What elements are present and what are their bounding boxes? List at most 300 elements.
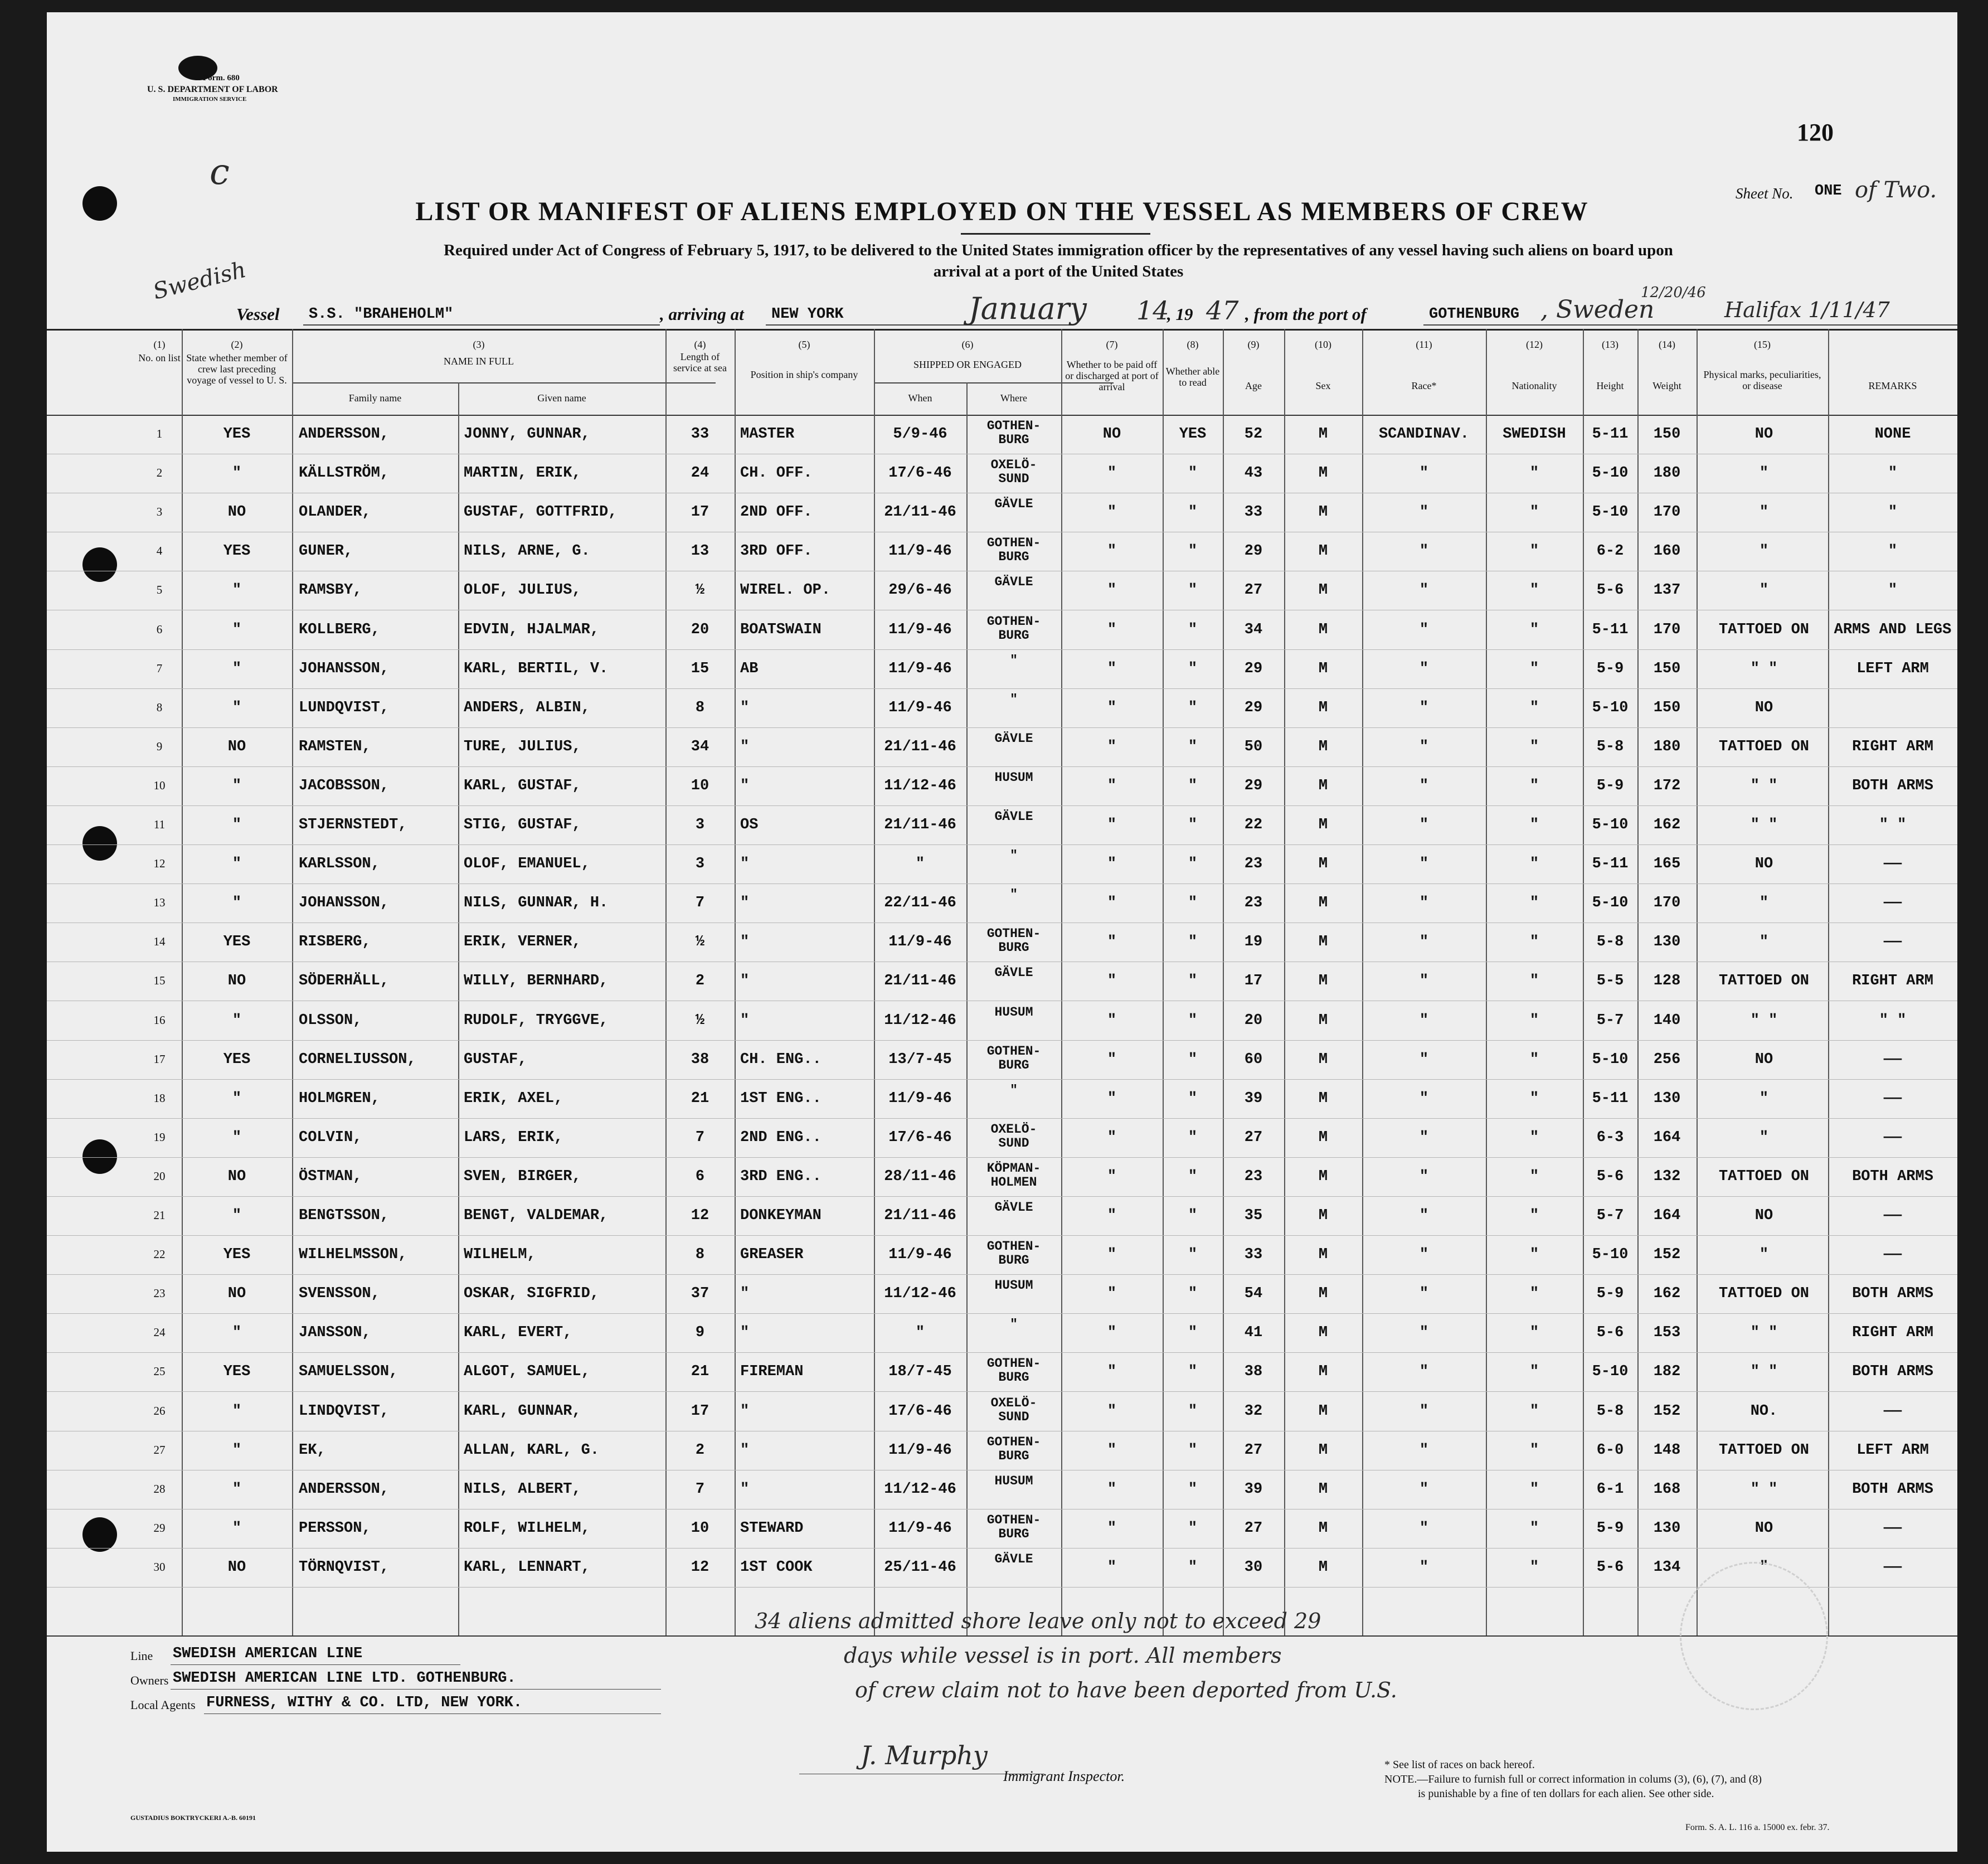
- cell-remarks: ——: [1883, 1559, 1902, 1576]
- cell-length: 13: [691, 543, 709, 560]
- table-row: [47, 649, 1957, 689]
- cell-height: 5-7: [1596, 1012, 1624, 1029]
- cell-paid: ": [1107, 856, 1117, 873]
- cell-paid: ": [1107, 621, 1117, 638]
- cell-position: 3RD OFF.: [740, 543, 813, 560]
- cell-family: SVENSSON,: [299, 1285, 380, 1303]
- arriving-label: , arriving at: [660, 304, 744, 324]
- cell-race: ": [1419, 1363, 1429, 1381]
- halifax-note: Halifax 1/11/47: [1724, 298, 1890, 322]
- cell-nationality: ": [1529, 856, 1539, 873]
- cell-position: AB: [740, 660, 759, 677]
- cell-length: 17: [691, 504, 709, 521]
- cell-when: 22/11-46: [884, 895, 956, 912]
- cell-prev: YES: [223, 1363, 251, 1381]
- form-label: Form. 680: [203, 74, 240, 82]
- cell-remarks: RIGHT ARM: [1852, 973, 1933, 990]
- cell-position: ": [740, 699, 750, 716]
- vessel-name: S.S. "BRAHEHOLM": [309, 306, 454, 323]
- cell-no: 27: [153, 1443, 166, 1457]
- cell-no: 25: [153, 1365, 166, 1378]
- cell-read: ": [1188, 1520, 1198, 1537]
- cell-read: ": [1188, 817, 1198, 833]
- cell-where: GOTHEN- BURG: [986, 1239, 1041, 1268]
- col-number: (13): [1602, 339, 1618, 350]
- agents-underline: [204, 1713, 661, 1714]
- cell-family: RISBERG,: [299, 934, 371, 951]
- cell-age: 39: [1244, 1090, 1263, 1107]
- table-row: [47, 688, 1957, 728]
- cell-length: 10: [691, 777, 709, 794]
- cell-given: NILS, ARNE, G.: [464, 543, 590, 560]
- cell-family: LUNDQVIST,: [299, 699, 390, 716]
- cell-position: ": [740, 1324, 750, 1342]
- header-read: Whether able to read: [1165, 366, 1220, 388]
- cell-height: 6-0: [1596, 1441, 1624, 1459]
- cell-given: ALLAN, KARL, G.: [464, 1441, 600, 1459]
- cell-nationality: ": [1529, 543, 1539, 560]
- cell-weight: 165: [1653, 856, 1681, 873]
- cell-nationality: ": [1529, 1402, 1539, 1420]
- cell-prev: ": [232, 856, 242, 873]
- cell-length: 8: [695, 1246, 705, 1264]
- cell-length: 21: [691, 1090, 709, 1107]
- inspector-signature: J. Murphy: [861, 1740, 988, 1770]
- cell-no: 14: [153, 935, 166, 949]
- cell-prev: ": [232, 1207, 242, 1224]
- cell-paid: ": [1107, 1285, 1117, 1303]
- cell-paid: ": [1107, 1012, 1117, 1029]
- cell-length: 37: [691, 1285, 709, 1303]
- cell-no: 22: [153, 1247, 166, 1261]
- cell-race: SCANDINAV.: [1378, 426, 1470, 443]
- corner-mark: c: [210, 152, 230, 193]
- crew-table-body: [47, 415, 1957, 1635]
- col-number: (3): [473, 339, 485, 350]
- cell-race: ": [1419, 817, 1429, 833]
- cell-given: WILLY, BERNHARD,: [464, 973, 609, 990]
- header-shipped: SHIPPED OR ENGAGED: [913, 359, 1022, 370]
- cell-position: MASTER: [740, 426, 795, 443]
- cell-given: ERIK, AXEL,: [464, 1090, 563, 1107]
- cell-when: 11/9-46: [888, 1441, 952, 1459]
- cell-read: YES: [1179, 426, 1207, 443]
- cell-height: 5-9: [1596, 1285, 1624, 1303]
- cell-marks: ": [1759, 895, 1769, 912]
- cell-when: 11/12-46: [884, 777, 956, 794]
- cell-height: 6-1: [1596, 1480, 1624, 1498]
- cell-age: 33: [1244, 504, 1263, 521]
- cell-age: 23: [1244, 1168, 1263, 1185]
- cell-no: 10: [153, 778, 166, 792]
- cell-position: 2ND ENG..: [740, 1129, 822, 1146]
- failure-note-1: NOTE.—Failure to furnish full or correct information in colums (3), (6), (7), and (8): [1384, 1773, 1762, 1785]
- header-paid-off: Whether to be paid off or discharged at port of arrival: [1065, 359, 1159, 392]
- departure-date: 12/20/46: [1641, 284, 1706, 301]
- cell-weight: 180: [1653, 465, 1681, 482]
- cell-weight: 162: [1653, 817, 1681, 833]
- cell-given: ANDERS, ALBIN,: [464, 699, 590, 716]
- cell-prev: YES: [223, 934, 251, 951]
- cell-family: ANDERSSON,: [299, 426, 390, 443]
- cell-paid: ": [1107, 738, 1117, 755]
- cell-nationality: ": [1529, 1363, 1539, 1381]
- cell-when: 11/12-46: [884, 1285, 956, 1303]
- cell-paid: ": [1107, 543, 1117, 560]
- cell-length: 6: [695, 1168, 705, 1185]
- cell-where: GOTHEN- BURG: [986, 1356, 1041, 1385]
- header-height: Height: [1596, 380, 1624, 391]
- cell-where: GOTHEN- BURG: [986, 419, 1041, 447]
- cell-marks: ": [1759, 1246, 1769, 1264]
- cell-prev: ": [232, 1324, 242, 1342]
- cell-where: HUSUM: [994, 1004, 1033, 1020]
- line-label: Line: [130, 1649, 153, 1663]
- cell-race: ": [1419, 1324, 1429, 1342]
- cell-given: JONNY, GUNNAR,: [464, 426, 590, 443]
- cell-weight: 172: [1653, 777, 1681, 794]
- cell-weight: 130: [1653, 934, 1681, 951]
- cell-height: 5-9: [1596, 1520, 1624, 1537]
- cell-read: ": [1188, 973, 1198, 990]
- cell-nationality: ": [1529, 1129, 1539, 1146]
- cell-weight: 130: [1653, 1090, 1681, 1107]
- cell-when: 17/6-46: [888, 465, 952, 482]
- handwritten-note-2: days while vessel is in port. All members: [844, 1643, 1282, 1668]
- handwritten-swedish: Swedish: [150, 256, 249, 305]
- cell-when: ": [915, 856, 925, 873]
- cell-nationality: ": [1529, 817, 1539, 833]
- cell-no: 15: [153, 974, 166, 988]
- cell-family: ANDERSSON,: [299, 1480, 390, 1498]
- cell-weight: 170: [1653, 621, 1681, 638]
- cell-read: ": [1188, 895, 1198, 912]
- table-top-border: [47, 329, 1957, 331]
- cell-remarks: RIGHT ARM: [1852, 1324, 1933, 1342]
- cell-remarks: ": [1888, 465, 1898, 482]
- cell-remarks: ——: [1883, 1520, 1902, 1537]
- cell-age: 39: [1244, 1480, 1263, 1498]
- cell-age: 23: [1244, 856, 1263, 873]
- cell-marks: TATTOED ON: [1718, 1168, 1810, 1185]
- departure-country: , Sweden: [1540, 295, 1655, 324]
- header-sex: Sex: [1315, 380, 1331, 391]
- agents-value: FURNESS, WITHY & CO. LTD, NEW YORK.: [206, 1695, 523, 1711]
- cell-position: ": [740, 1441, 750, 1459]
- cell-prev: ": [232, 1441, 242, 1459]
- name-subheader-rule: [292, 382, 716, 384]
- cell-sex: M: [1318, 738, 1328, 755]
- cell-prev: YES: [223, 426, 251, 443]
- cell-length: 21: [691, 1363, 709, 1381]
- cell-when: 5/9-46: [893, 426, 947, 443]
- cell-family: EK,: [299, 1441, 326, 1459]
- cell-nationality: ": [1529, 738, 1539, 755]
- service-label: IMMIGRATION SERVICE: [173, 96, 247, 103]
- cell-marks: " ": [1750, 660, 1778, 677]
- cell-weight: 128: [1653, 973, 1681, 990]
- table-row: [47, 844, 1957, 884]
- cell-race: ": [1419, 504, 1429, 521]
- header-name: NAME IN FULL: [444, 356, 514, 367]
- page-number: 120: [1797, 119, 1834, 146]
- cell-position: ": [740, 895, 750, 912]
- cell-age: 27: [1244, 1129, 1263, 1146]
- cell-race: ": [1419, 1246, 1429, 1264]
- cell-sex: M: [1318, 1168, 1328, 1185]
- cell-sex: M: [1318, 1051, 1328, 1068]
- cell-remarks: ——: [1883, 1402, 1902, 1420]
- cell-when: 13/7-45: [888, 1051, 952, 1068]
- form-footer: Form. S. A. L. 116 a. 15000 ex. febr. 37.: [1685, 1823, 1830, 1832]
- header-race: Race*: [1411, 380, 1437, 391]
- cell-given: LARS, ERIK,: [464, 1129, 563, 1146]
- col-number: (14): [1659, 339, 1675, 350]
- cell-height: 5-11: [1592, 1090, 1629, 1107]
- cell-paid: NO: [1102, 426, 1121, 443]
- cell-where: OXELÖ- SUND: [990, 458, 1037, 487]
- cell-nationality: ": [1529, 973, 1539, 990]
- header-remarks: REMARKS: [1868, 380, 1917, 391]
- cell-when: 11/9-46: [888, 1246, 952, 1264]
- table-bottom-border: [47, 1635, 1957, 1637]
- header-no: No. on list: [138, 352, 181, 363]
- cell-when: 11/12-46: [884, 1012, 956, 1029]
- cell-when: 18/7-45: [888, 1363, 952, 1381]
- owners-value: SWEDISH AMERICAN LINE LTD. GOTHENBURG.: [173, 1670, 516, 1687]
- cell-marks: NO: [1754, 1207, 1773, 1224]
- cell-remarks: BOTH ARMS: [1852, 777, 1933, 794]
- cell-position: ": [740, 1012, 750, 1029]
- vessel-label: Vessel: [236, 304, 280, 324]
- cell-prev: ": [232, 621, 242, 638]
- cell-height: 5-6: [1596, 1168, 1624, 1185]
- cell-race: ": [1419, 582, 1429, 599]
- cell-position: FIREMAN: [740, 1363, 804, 1381]
- cell-paid: ": [1107, 1246, 1117, 1264]
- cell-no: 20: [153, 1169, 166, 1183]
- cell-no: 9: [156, 739, 163, 753]
- cell-sex: M: [1318, 856, 1328, 873]
- table-row: [47, 884, 1957, 923]
- cell-height: 6-3: [1596, 1129, 1624, 1146]
- cell-sex: M: [1318, 699, 1328, 716]
- cell-length: 2: [695, 973, 705, 990]
- cell-nationality: ": [1529, 1480, 1539, 1498]
- cell-given: OLOF, JULIUS,: [464, 582, 581, 599]
- cell-prev: ": [232, 1129, 242, 1146]
- cell-family: KOLLBERG,: [299, 621, 380, 638]
- cell-where: GÄVLE: [994, 731, 1033, 746]
- cell-sex: M: [1318, 1012, 1328, 1029]
- cell-given: GUSTAF,: [464, 1051, 527, 1068]
- cell-height: 5-11: [1592, 621, 1629, 638]
- cell-read: ": [1188, 621, 1198, 638]
- cell-position: ": [740, 1402, 750, 1420]
- cell-age: 52: [1244, 426, 1263, 443]
- cell-read: ": [1188, 1285, 1198, 1303]
- cell-no: 19: [153, 1130, 166, 1144]
- cell-given: MARTIN, ERIK,: [464, 465, 581, 482]
- cell-given: TURE, JULIUS,: [464, 738, 581, 755]
- cell-position: ": [740, 777, 750, 794]
- cell-where: GOTHEN- BURG: [986, 536, 1041, 565]
- cell-weight: 140: [1653, 1012, 1681, 1029]
- departure-port: GOTHENBURG: [1429, 306, 1520, 323]
- cell-where: HUSUM: [994, 1473, 1033, 1488]
- cell-race: ": [1419, 1129, 1429, 1146]
- cell-age: 60: [1244, 1051, 1263, 1068]
- cell-read: ": [1188, 1090, 1198, 1107]
- cell-family: OLSSON,: [299, 1012, 362, 1029]
- header-prev-voyage: State whether member of crew last preceding voyage of vessel to U. S.: [186, 352, 288, 386]
- cell-age: 20: [1244, 1012, 1263, 1029]
- cell-no: 11: [153, 818, 166, 831]
- cell-marks: " ": [1750, 777, 1778, 794]
- cell-read: ": [1188, 504, 1198, 521]
- table-row: [47, 962, 1957, 1001]
- cell-paid: ": [1107, 1324, 1117, 1342]
- cell-read: ": [1188, 660, 1198, 677]
- cell-read: ": [1188, 777, 1198, 794]
- cell-length: 3: [695, 817, 705, 833]
- cell-race: ": [1419, 1051, 1429, 1068]
- handwritten-note-1: 34 aliens admitted shore leave only not to exceed 29: [755, 1609, 1321, 1633]
- cell-race: ": [1419, 934, 1429, 951]
- cell-no: 24: [153, 1326, 166, 1339]
- cell-length: 12: [691, 1207, 709, 1224]
- cell-where: OXELÖ- SUND: [990, 1395, 1037, 1424]
- cell-weight: 134: [1653, 1559, 1681, 1576]
- cell-marks: NO: [1754, 426, 1773, 443]
- manifest-title: LIST OR MANIFEST OF ALIENS EMPLOYED ON THE VESSEL AS MEMBERS OF CREW: [415, 197, 1589, 226]
- cell-where: ": [1010, 1083, 1018, 1098]
- cell-position: OS: [740, 817, 759, 833]
- cell-weight: 170: [1653, 895, 1681, 912]
- line-value: SWEDISH AMERICAN LINE: [173, 1645, 363, 1662]
- cell-where: GOTHEN- BURG: [986, 1512, 1041, 1541]
- cell-no: 26: [153, 1404, 166, 1418]
- cell-read: ": [1188, 1168, 1198, 1185]
- cell-sex: M: [1318, 1324, 1328, 1342]
- cell-weight: 256: [1653, 1051, 1681, 1068]
- cell-remarks: NONE: [1874, 426, 1911, 443]
- cell-age: 27: [1244, 582, 1263, 599]
- line-underline: [171, 1664, 460, 1665]
- races-note: * See list of races on back hereof.: [1384, 1759, 1535, 1771]
- cell-nationality: SWEDISH: [1503, 426, 1566, 443]
- cell-sex: M: [1318, 660, 1328, 677]
- cell-height: 5-8: [1596, 738, 1624, 755]
- cell-when: 11/12-46: [884, 1480, 956, 1498]
- cell-age: 30: [1244, 1559, 1263, 1576]
- cell-when: 11/9-46: [888, 543, 952, 560]
- cell-paid: ": [1107, 1129, 1117, 1146]
- col-number: (8): [1187, 339, 1199, 350]
- cell-nationality: ": [1529, 660, 1539, 677]
- manifest-sheet: [47, 12, 1957, 1852]
- cell-where: ": [1010, 887, 1018, 902]
- cell-remarks: ARMS AND LEGS: [1834, 621, 1952, 638]
- cell-remarks: BOTH ARMS: [1852, 1168, 1933, 1185]
- header-position: Position in ship's company: [750, 369, 858, 380]
- cell-position: ": [740, 973, 750, 990]
- cell-when: 25/11-46: [884, 1559, 956, 1576]
- cell-nationality: ": [1529, 1559, 1539, 1576]
- cell-age: 54: [1244, 1285, 1263, 1303]
- cell-marks: ": [1759, 934, 1769, 951]
- cell-sex: M: [1318, 895, 1328, 912]
- table-row: [47, 493, 1957, 532]
- cell-nationality: ": [1529, 1090, 1539, 1107]
- cell-paid: ": [1107, 1168, 1117, 1185]
- header-family-name: Family name: [348, 392, 402, 404]
- cell-family: JOHANSSON,: [299, 895, 390, 912]
- cell-sex: M: [1318, 465, 1328, 482]
- cell-family: RAMSTEN,: [299, 738, 371, 755]
- cell-marks: NO: [1754, 1051, 1773, 1068]
- cell-given: KARL, EVERT,: [464, 1324, 572, 1342]
- cell-read: ": [1188, 1324, 1198, 1342]
- table-row: [47, 1431, 1957, 1470]
- table-row: [47, 1509, 1957, 1549]
- table-row: [47, 1235, 1957, 1275]
- cell-age: 32: [1244, 1402, 1263, 1420]
- cell-read: ": [1188, 543, 1198, 560]
- cell-height: 5-11: [1592, 426, 1629, 443]
- cell-read: ": [1188, 1402, 1198, 1420]
- cell-read: ": [1188, 1051, 1198, 1068]
- cell-marks: ": [1759, 1090, 1769, 1107]
- cell-family: RAMSBY,: [299, 582, 362, 599]
- cell-family: COLVIN,: [299, 1129, 362, 1146]
- cell-read: ": [1188, 738, 1198, 755]
- cell-weight: 148: [1653, 1441, 1681, 1459]
- cell-remarks: " ": [1879, 1012, 1907, 1029]
- cell-position: DONKEYMAN: [740, 1207, 822, 1224]
- cell-weight: 164: [1653, 1207, 1681, 1224]
- cell-no: 2: [156, 466, 163, 480]
- cell-when: 21/11-46: [884, 973, 956, 990]
- cell-when: 28/11-46: [884, 1168, 956, 1185]
- cell-age: 27: [1244, 1520, 1263, 1537]
- cell-no: 1: [156, 427, 163, 440]
- cell-race: ": [1419, 895, 1429, 912]
- cell-family: OLANDER,: [299, 504, 371, 521]
- cell-height: 5-8: [1596, 1402, 1624, 1420]
- cell-sex: M: [1318, 777, 1328, 794]
- cell-when: 17/6-46: [888, 1402, 952, 1420]
- cell-remarks: BOTH ARMS: [1852, 1285, 1933, 1303]
- port-underline: [1423, 324, 1957, 326]
- cell-read: ": [1188, 1441, 1198, 1459]
- cell-weight: 180: [1653, 738, 1681, 755]
- cell-when: 11/9-46: [888, 699, 952, 716]
- cell-family: HOLMGREN,: [299, 1090, 380, 1107]
- cell-marks: ": [1759, 504, 1769, 521]
- from-port-label: , from the port of: [1245, 304, 1367, 324]
- cell-no: 16: [153, 1013, 166, 1027]
- cell-read: ": [1188, 699, 1198, 716]
- cell-marks: " ": [1750, 817, 1778, 833]
- cell-height: 5-5: [1596, 973, 1624, 990]
- cell-marks: " ": [1750, 1012, 1778, 1029]
- cell-prev: NO: [227, 1168, 246, 1185]
- cell-family: TÖRNQVIST,: [299, 1559, 390, 1576]
- cell-marks: NO.: [1750, 1402, 1778, 1420]
- cell-prev: ": [232, 660, 242, 677]
- cell-age: 22: [1244, 817, 1263, 833]
